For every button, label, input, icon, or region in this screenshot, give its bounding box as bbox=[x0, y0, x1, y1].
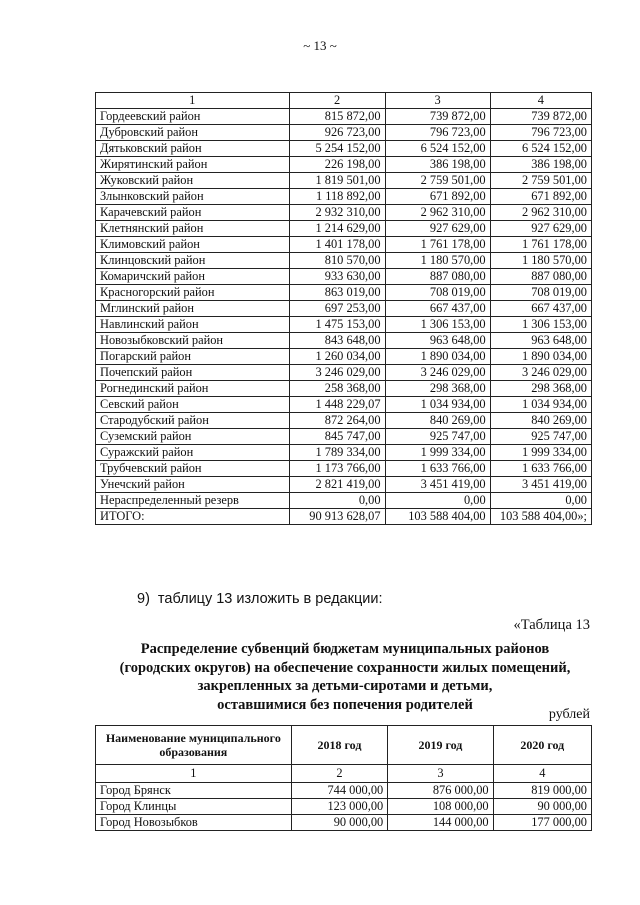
table-cell: 144 000,00 bbox=[388, 815, 493, 831]
table-cell: 671 892,00 bbox=[385, 189, 490, 205]
table-cell: 887 080,00 bbox=[385, 269, 490, 285]
table-cell: 671 892,00 bbox=[490, 189, 591, 205]
table-cell: Суражский район bbox=[96, 445, 290, 461]
table-cell: 177 000,00 bbox=[493, 815, 591, 831]
table-cell: 840 269,00 bbox=[490, 413, 591, 429]
table-row bbox=[96, 221, 592, 237]
table-cell: 2 962 310,00 bbox=[385, 205, 490, 221]
table-cell: Навлинский район bbox=[96, 317, 290, 333]
column-index-row bbox=[96, 93, 592, 109]
table-row bbox=[96, 509, 592, 525]
table-row bbox=[96, 493, 592, 509]
table-cell: 815 872,00 bbox=[289, 109, 385, 125]
table-row bbox=[96, 783, 592, 799]
table-cell: 298 368,00 bbox=[490, 381, 591, 397]
table-cell: Злынковский район bbox=[96, 189, 290, 205]
table-cell: 123 000,00 bbox=[291, 799, 388, 815]
table-row bbox=[96, 269, 592, 285]
table-cell: 90 913 628,07 bbox=[289, 509, 385, 525]
table-cell: 667 437,00 bbox=[490, 301, 591, 317]
table-cell: 1 180 570,00 bbox=[490, 253, 591, 269]
table-cell: 1 761 178,00 bbox=[490, 237, 591, 253]
table-row bbox=[96, 445, 592, 461]
column-header-name: Наименование муниципального образования bbox=[96, 726, 292, 765]
table-cell: 258 368,00 bbox=[289, 381, 385, 397]
table-cell: Климовский район bbox=[96, 237, 290, 253]
table-cell: 2 bbox=[291, 765, 388, 783]
table-cell: Суземский район bbox=[96, 429, 290, 445]
table-cell: 845 747,00 bbox=[289, 429, 385, 445]
table-row bbox=[96, 397, 592, 413]
table-row bbox=[96, 285, 592, 301]
table-cell: 1 306 153,00 bbox=[385, 317, 490, 333]
table-row bbox=[96, 799, 592, 815]
title-line: Распределение субвенций бюджетам муниципальных районов bbox=[140, 641, 550, 657]
table-cell: 1 819 501,00 bbox=[289, 173, 385, 189]
table-cell: 0,00 bbox=[490, 493, 591, 509]
table-cell: 1 306 153,00 bbox=[490, 317, 591, 333]
title-line: оставшимися без попечения родителей bbox=[217, 696, 473, 713]
table-cell: Город Клинцы bbox=[96, 799, 292, 815]
title-line: (городских округов) на обеспечение сохранности жилых помещений, bbox=[119, 659, 571, 676]
table-cell: Почепский район bbox=[96, 365, 290, 381]
table-cell: Город Брянск bbox=[96, 783, 292, 799]
table-cell: Мглинский район bbox=[96, 301, 290, 317]
table-cell: 739 872,00 bbox=[385, 109, 490, 125]
table-cell: 2 821 419,00 bbox=[289, 477, 385, 493]
table-cell: 926 723,00 bbox=[289, 125, 385, 141]
table-row bbox=[96, 205, 592, 221]
item-text: таблицу 13 изложить в редакции: bbox=[157, 591, 383, 607]
title-line: закрепленных за детьми-сиротами и детьми, bbox=[197, 678, 493, 694]
table-cell: 1 633 766,00 bbox=[490, 461, 591, 477]
table-cell: 6 524 152,00 bbox=[385, 141, 490, 157]
table-cell: 796 723,00 bbox=[490, 125, 591, 141]
subvention-table-continued bbox=[95, 92, 592, 525]
table-cell: Стародубский район bbox=[96, 413, 290, 429]
table-cell: 0,00 bbox=[385, 493, 490, 509]
table-cell: 1 448 229,07 bbox=[289, 397, 385, 413]
table-cell: 1 034 934,00 bbox=[385, 397, 490, 413]
table-row bbox=[96, 381, 592, 397]
table-13 bbox=[95, 725, 592, 831]
table-cell: 1 034 934,00 bbox=[490, 397, 591, 413]
table-cell: Дятьковский район bbox=[96, 141, 290, 157]
table-row bbox=[96, 125, 592, 141]
table-row bbox=[96, 349, 592, 365]
table-cell: 1 890 034,00 bbox=[385, 349, 490, 365]
column-header-2019: 2019 год bbox=[388, 726, 493, 765]
table-cell: 226 198,00 bbox=[289, 157, 385, 173]
column-header-2018: 2018 год bbox=[291, 726, 388, 765]
table-cell: 876 000,00 bbox=[388, 783, 493, 799]
table-cell: 3 451 419,00 bbox=[385, 477, 490, 493]
table-cell: 386 198,00 bbox=[490, 157, 591, 173]
table-label: «Таблица 13 bbox=[513, 617, 590, 633]
table-row bbox=[96, 301, 592, 317]
table-cell: Севский район bbox=[96, 397, 290, 413]
table-row bbox=[96, 461, 592, 477]
table-cell: 2 759 501,00 bbox=[490, 173, 591, 189]
table-cell: Клетнянский район bbox=[96, 221, 290, 237]
page-number: ~ 13 ~ bbox=[303, 38, 337, 53]
table-cell: 2 bbox=[289, 93, 385, 109]
table-cell: 4 bbox=[493, 765, 591, 783]
table-row bbox=[96, 815, 592, 831]
table-cell: ИТОГО: bbox=[96, 509, 290, 525]
table-cell: Рогнединский район bbox=[96, 381, 290, 397]
table-cell: 3 bbox=[388, 765, 493, 783]
table-cell: 1 214 629,00 bbox=[289, 221, 385, 237]
table-cell: 1 999 334,00 bbox=[385, 445, 490, 461]
units-label: рублей bbox=[548, 707, 590, 722]
table-cell: 1 173 766,00 bbox=[289, 461, 385, 477]
table-row bbox=[96, 141, 592, 157]
table-cell: Нераспределенный резерв bbox=[96, 493, 290, 509]
table-row bbox=[96, 173, 592, 189]
table-cell: 298 368,00 bbox=[385, 381, 490, 397]
table-cell: 2 759 501,00 bbox=[385, 173, 490, 189]
table-cell: 697 253,00 bbox=[289, 301, 385, 317]
table-cell: 708 019,00 bbox=[385, 285, 490, 301]
table-cell: 927 629,00 bbox=[490, 221, 591, 237]
table-cell: 90 000,00 bbox=[291, 815, 388, 831]
table-cell: 927 629,00 bbox=[385, 221, 490, 237]
table-cell: Гордеевский район bbox=[96, 109, 290, 125]
table-cell: 90 000,00 bbox=[493, 799, 591, 815]
table-cell: 933 630,00 bbox=[289, 269, 385, 285]
table-cell: 925 747,00 bbox=[490, 429, 591, 445]
table-cell: 667 437,00 bbox=[385, 301, 490, 317]
table-cell: 1 401 178,00 bbox=[289, 237, 385, 253]
table-cell: Жуковский район bbox=[96, 173, 290, 189]
table-cell: Трубчевский район bbox=[96, 461, 290, 477]
table-row bbox=[96, 429, 592, 445]
table-cell: 2 962 310,00 bbox=[490, 205, 591, 221]
table-row bbox=[96, 109, 592, 125]
table-title bbox=[90, 640, 600, 714]
table-cell: 887 080,00 bbox=[490, 269, 591, 285]
table-row bbox=[96, 253, 592, 269]
table-cell: 1 118 892,00 bbox=[289, 189, 385, 205]
table-row bbox=[96, 413, 592, 429]
table-cell: Новозыбковский район bbox=[96, 333, 290, 349]
table-cell: 108 000,00 bbox=[388, 799, 493, 815]
table-cell: 1 999 334,00 bbox=[490, 445, 591, 461]
table-cell: 1 761 178,00 bbox=[385, 237, 490, 253]
table-cell: 1 180 570,00 bbox=[385, 253, 490, 269]
table-row bbox=[96, 477, 592, 493]
table-cell: 1 bbox=[96, 765, 292, 783]
table-cell: Дубровский район bbox=[96, 125, 290, 141]
table-cell: 925 747,00 bbox=[385, 429, 490, 445]
table-cell: Красногорский район bbox=[96, 285, 290, 301]
header-row bbox=[96, 726, 592, 765]
table-cell: 963 648,00 bbox=[490, 333, 591, 349]
table-row bbox=[96, 317, 592, 333]
table-cell: 872 264,00 bbox=[289, 413, 385, 429]
table-cell: 1 475 153,00 bbox=[289, 317, 385, 333]
table-cell: 6 524 152,00 bbox=[490, 141, 591, 157]
table-row bbox=[96, 189, 592, 205]
table-cell: 810 570,00 bbox=[289, 253, 385, 269]
table-cell: 840 269,00 bbox=[385, 413, 490, 429]
table-row bbox=[96, 237, 592, 253]
table-cell: 739 872,00 bbox=[490, 109, 591, 125]
item-number: 9) bbox=[137, 591, 150, 607]
table-cell: 3 246 029,00 bbox=[289, 365, 385, 381]
table-cell: Погарский район bbox=[96, 349, 290, 365]
table-row bbox=[96, 333, 592, 349]
table-cell: 4 bbox=[490, 93, 591, 109]
table-cell: 1 bbox=[96, 93, 290, 109]
table-row bbox=[96, 365, 592, 381]
amendment-item bbox=[137, 591, 382, 607]
table-cell: 1 890 034,00 bbox=[490, 349, 591, 365]
table-cell: 386 198,00 bbox=[385, 157, 490, 173]
table-cell: Унечский район bbox=[96, 477, 290, 493]
table-cell: 863 019,00 bbox=[289, 285, 385, 301]
table-cell: 103 588 404,00 bbox=[385, 509, 490, 525]
table-cell: 744 000,00 bbox=[291, 783, 388, 799]
table-cell: Город Новозыбков bbox=[96, 815, 292, 831]
table-cell: 5 254 152,00 bbox=[289, 141, 385, 157]
table-cell: 0,00 bbox=[289, 493, 385, 509]
table-cell: Жирятинский район bbox=[96, 157, 290, 173]
table-cell: 103 588 404,00»; bbox=[490, 509, 591, 525]
table-cell: 3 451 419,00 bbox=[490, 477, 591, 493]
table-cell: 708 019,00 bbox=[490, 285, 591, 301]
table-row bbox=[96, 157, 592, 173]
table-cell: 1 633 766,00 bbox=[385, 461, 490, 477]
table-cell: 3 246 029,00 bbox=[490, 365, 591, 381]
table-cell: 1 789 334,00 bbox=[289, 445, 385, 461]
table-cell: Клинцовский район bbox=[96, 253, 290, 269]
table-cell: 3 246 029,00 bbox=[385, 365, 490, 381]
table-cell: 2 932 310,00 bbox=[289, 205, 385, 221]
column-header-2020: 2020 год bbox=[493, 726, 591, 765]
table-cell: 843 648,00 bbox=[289, 333, 385, 349]
table-cell: 819 000,00 bbox=[493, 783, 591, 799]
table-cell: Комаричский район bbox=[96, 269, 290, 285]
table-cell: 3 bbox=[385, 93, 490, 109]
table-cell: Карачевский район bbox=[96, 205, 290, 221]
table-cell: 796 723,00 bbox=[385, 125, 490, 141]
table-cell: 1 260 034,00 bbox=[289, 349, 385, 365]
column-index-row bbox=[96, 765, 592, 783]
table-cell: 963 648,00 bbox=[385, 333, 490, 349]
